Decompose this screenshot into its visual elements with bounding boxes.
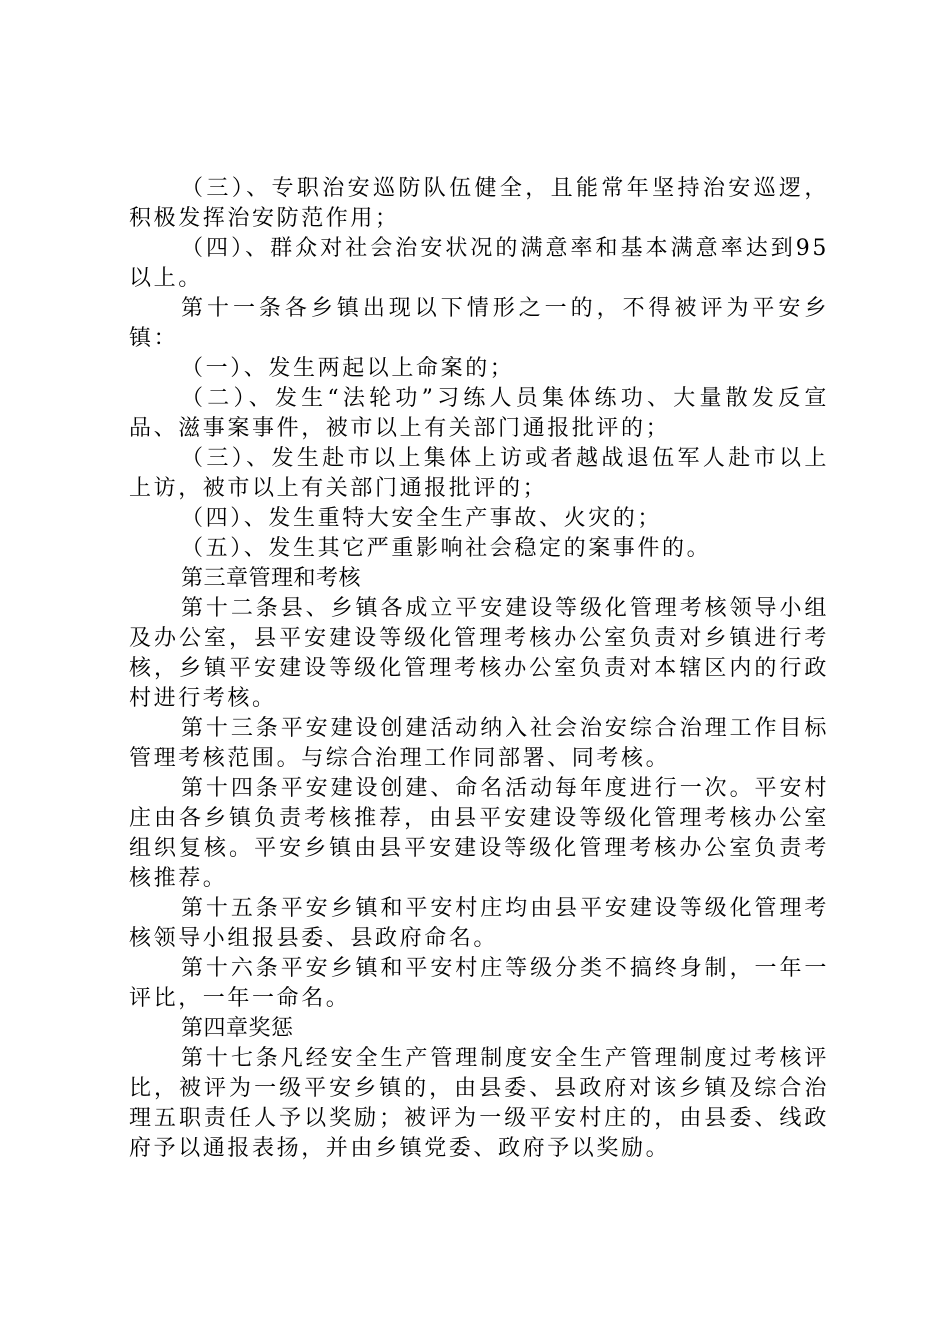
paragraph-2: （四）、群众对社会治安状况的满意率和基本满意率达到95以上。: [129, 236, 829, 291]
chapter-heading-4: 第四章奖惩: [181, 1016, 294, 1041]
chapter-heading-3: 第三章管理和考核: [181, 566, 362, 591]
paragraph-13: 第十六条平安乡镇和平安村庄等级分类不搞终身制，一年一评比，一年一命名。: [129, 956, 829, 1011]
paragraph-7: （四）、发生重特大安全生产事故、火灾的；: [181, 506, 663, 531]
paragraph-10: 第十三条平安建设创建活动纳入社会治安综合治理工作目标管理考核范围。与综合治理工作同部署、同考核。: [129, 716, 829, 771]
paragraph-12: 第十五条平安乡镇和平安村庄均由县平安建设等级化管理考核领导小组报县委、县政府命名。: [129, 896, 829, 951]
paragraph-5: （二）、发生“法轮功”习练人员集体练功、大量散发反宣品、滋事案事件，被市以上有关部门通报批评的；: [129, 386, 829, 441]
paragraph-11: 第十四条平安建设创建、命名活动每年度进行一次。平安村庄由各乡镇负责考核推荐，由县平安建设等级化管理考核办公室组织复核。平安乡镇由县平安建设等级化管理考核办公室负责考核推荐。: [129, 776, 829, 891]
paragraph-9: 第十二条县、乡镇各成立平安建设等级化管理考核领导小组及办公室，县平安建设等级化管理考核办公室负责对乡镇进行考核，乡镇平安建设等级化管理考核办公室负责对本辖区内的行政村进行考核。: [129, 596, 829, 711]
paragraph-3: 第十一条各乡镇出现以下情形之一的，不得被评为平安乡镇：: [129, 296, 829, 351]
paragraph-6: （三）、发生赴市以上集体上访或者越战退伍军人赴市以上上访，被市以上有关部门通报批评的；: [129, 446, 829, 501]
paragraph-14: 第十七条凡经安全生产管理制度安全生产管理制度过考核评比，被评为一级平安乡镇的，由县委、县政府对该乡镇及综合治理五职责任人予以奖励；被评为一级平安村庄的，由县委、线政府予以通报表扬，并由乡镇党委、政府予以奖励。: [129, 1046, 829, 1161]
paragraph-8: （五）、发生其它严重影响社会稳定的案事件的。: [181, 536, 712, 561]
paragraph-4: （一）、发生两起以上命案的；: [181, 356, 515, 381]
paragraph-1: （三）、专职治安巡防队伍健全，且能常年坚持治安巡逻，积极发挥治安防范作用；: [129, 176, 829, 231]
document-body: [129, 174, 829, 1164]
